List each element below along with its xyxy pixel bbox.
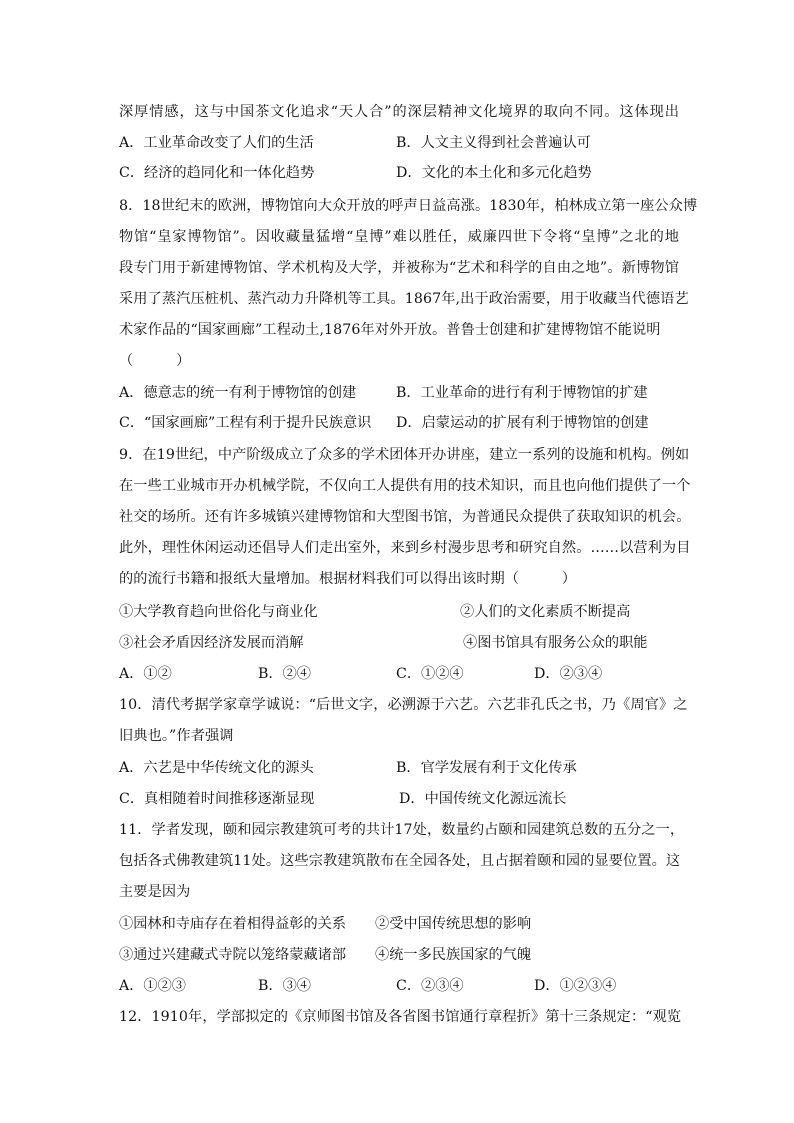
q11-option-b: B．③④ (258, 978, 311, 994)
q11-option-c: C．②③④ (396, 978, 464, 994)
q8-stem-line-2: 物馆“皇家博物馆”。因收藏量猛增“皇博”难以胜任，威廉四世下令将“皇博”之北的地 (119, 229, 679, 245)
q7-option-b: B．人文主义得到社会普遍认可 (396, 135, 591, 151)
q9-statement-3: ③社会矛盾因经济发展而消解 (119, 635, 304, 651)
q9-stem-line-1: 9．在19世纪，中产阶级成立了众多的学术团体开办讲座，建立一系列的设施和机构。例如 (119, 447, 690, 463)
q10-option-c: C．真相随着时间推移逐渐显现 (119, 791, 315, 807)
q8-answer-blank: （ ） (119, 353, 191, 369)
q9-option-b: B．②④ (258, 666, 311, 682)
q12-stem-line-1: 12．1910年，学部拟定的《京师图书馆及各省图书馆通行章程折》第十三条规定：“观览 (119, 1009, 682, 1025)
q9-option-c: C．①②④ (396, 666, 464, 682)
q11-stem-line-2: 包括各式佛教建筑11处。这些宗教建筑散布在全园各处，且占据着颐和园的显要位置。这 (119, 853, 681, 869)
q8-stem-line-5: 术家作品的“国家画廊”工程动土,1876年对外开放。普鲁士创建和扩建博物馆不能说明 (119, 322, 661, 338)
q11-statement-4: ④统一多民族国家的气魄 (375, 947, 532, 963)
q7-option-d: D．文化的本土化和多元化趋势 (396, 165, 592, 181)
q9-statement-1: ①大学教育趋向世俗化与商业化 (119, 604, 318, 620)
q11-statement-1: ①园林和寺庙存在着相得益彰的关系 (119, 916, 347, 932)
q9-option-a: A．①② (119, 666, 172, 682)
q8-stem-line-3: 段专门用于新建博物馆、学术机构及大学，并被称为“艺术和科学的自由之地”。新博物馆 (119, 260, 679, 276)
q10-stem-line-2: 旧典也。”作者强调 (119, 728, 234, 744)
q11-statement-2: ②受中国传统思想的影响 (375, 916, 532, 932)
q9-statement-2: ②人们的文化素质不断提高 (460, 604, 631, 620)
q7-option-a: A．工业革命改变了人们的生活 (119, 135, 314, 151)
q7-option-c: C．经济的趋同化和一体化趋势 (119, 165, 315, 181)
q8-option-d: D．启蒙运动的扩展有利于博物馆的创建 (396, 415, 649, 431)
q9-option-d: D．②③④ (534, 666, 603, 682)
q8-stem-line-1: 8．18世纪末的欧洲，博物馆向大众开放的呼声日益高涨。1830年，柏林成立第一座公众博 (119, 198, 698, 214)
q9-stem-line-4: 此外，理性休闲运动还倡导人们走出室外，来到乡村漫步思考和研究自然。……以营利为目 (119, 540, 691, 556)
q9-stem-line-5: 的的流行书籍和报纸大量增加。根据材料我们可以得出该时期（ ） (119, 571, 577, 587)
q8-option-c: C．“国家画廊”工程有利于提升民族意识 (119, 415, 372, 431)
q9-statement-4: ④图书馆具有服务公众的职能 (463, 635, 648, 651)
q8-option-a: A．德意志的统一有利于博物馆的创建 (119, 385, 357, 401)
q7-stem-line: 深厚情感，这与中国茶文化追求“天人合”的深层精神文化境界的取向不同。这体现出 (119, 104, 679, 120)
q11-stem-line-3: 主要是因为 (119, 884, 191, 900)
q9-stem-line-2: 在一些工业城市开办机械学院，不仅向工人提供有用的技术知识，而且也向他们提供了一个 (119, 478, 691, 494)
q10-option-a: A．六艺是中华传统文化的源头 (119, 760, 314, 776)
q9-stem-line-3: 社交的场所。还有许多城镇兴建博物馆和大型图书馆，为普通民众提供了获取知识的机会。 (119, 509, 691, 525)
q8-option-b: B．工业革命的进行有利于博物馆的扩建 (396, 385, 648, 401)
q10-option-b: B．官学发展有利于文化传承 (396, 760, 577, 776)
q11-option-a: A．①②③ (119, 978, 186, 994)
q11-statement-3: ③通过兴建藏式寺院以笼络蒙藏诸部 (119, 947, 347, 963)
q11-option-d: D．①②③④ (534, 978, 617, 994)
q11-stem-line-1: 11．学者发现，颐和园宗教建筑可考的共计17处，数量约占颐和园建筑总数的五分之一， (119, 822, 685, 838)
q10-stem-line-1: 10．清代考据学家章学诚说：“后世文字，必溯源于六艺。六艺非孔氏之书，乃《周官》之 (119, 697, 688, 713)
q8-stem-line-4: 采用了蒸汽压桩机、蒸汽动力升降机等工具。1867年,出于政治需要，用于收藏当代德语艺 (119, 291, 689, 307)
q10-option-d: D．中国传统文化源远流长 (399, 791, 567, 807)
